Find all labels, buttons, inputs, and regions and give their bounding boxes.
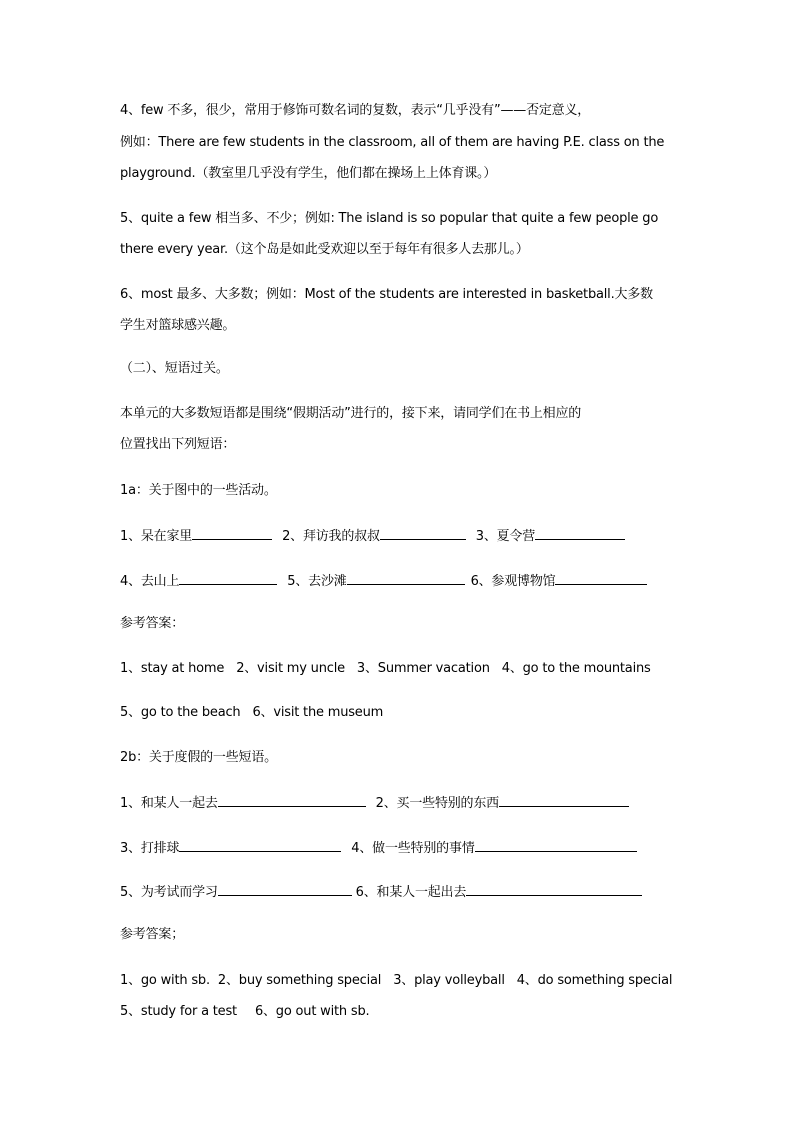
answer-row: [120, 703, 383, 723]
answer-blank[interactable]: [466, 881, 642, 896]
answer-label: 参考答案；: [120, 927, 185, 942]
answer-item: 5、go to the beach: [120, 705, 241, 720]
exercise-item: 2、拜访我的叔叔: [282, 529, 380, 544]
exercise-item: 5、为考试而学习: [120, 885, 218, 900]
answer-row: [120, 659, 651, 679]
exercise-row: [120, 792, 629, 814]
exercise-row: [120, 837, 637, 859]
answer-blank[interactable]: [555, 570, 647, 585]
subsection-label: 2b：关于度假的一些短语。: [120, 750, 277, 765]
answer-item: 3、play volleyball: [393, 973, 505, 988]
exercise-item: 3、夏令营: [475, 529, 536, 544]
answer-item: 1、stay at home: [120, 661, 225, 676]
answer-item: 1、go with sb.: [120, 973, 210, 988]
answer-blank[interactable]: [179, 570, 277, 585]
section-heading: （二）、短语过关。: [120, 361, 229, 376]
answer-item: 2、buy something special: [217, 973, 382, 988]
exercise-item: 4、做一些特别的事情: [351, 841, 475, 856]
answer-item: 4、go to the mountains: [501, 661, 651, 676]
exercise-row: [120, 570, 647, 592]
answer-item: 6、visit the museum: [252, 705, 384, 720]
exercise-item: 4、去山上: [120, 574, 180, 589]
text-line: playground.（教室里几乎没有学生，他们都在操场上上体育课。）: [120, 166, 497, 181]
exercise-item: 1、和某人一起去: [120, 796, 218, 811]
exercise-item: 1、呆在家里: [120, 529, 193, 544]
text-line: 6、most 最多、大多数；例如：Most of the students are interested in basketball.大多数: [120, 287, 653, 302]
exercise-item: 2、买一些特别的东西: [375, 796, 499, 811]
answer-blank[interactable]: [218, 792, 366, 807]
answer-item: 2、visit my uncle: [236, 661, 345, 676]
exercise-item: 5、去沙滩: [287, 574, 347, 589]
exercise-item: 6、和某人一起出去: [355, 885, 467, 900]
answer-label: 参考答案：: [120, 616, 185, 631]
answer-blank[interactable]: [475, 837, 637, 852]
text-line: 本单元的大多数短语都是围绕“假期活动”进行的，接下来，请同学们在书上相应的: [120, 406, 582, 421]
answer-row: [120, 971, 672, 991]
exercise-item: 3、打排球: [120, 841, 180, 856]
subsection-label: 1a：关于图中的一些活动。: [120, 483, 277, 498]
exercise-item: 6、参观博物馆: [470, 574, 556, 589]
answer-item: 6、go out with sb.: [254, 1004, 370, 1019]
answer-blank[interactable]: [347, 570, 465, 585]
answer-blank[interactable]: [218, 881, 352, 896]
answer-item: 3、Summer vacation: [356, 661, 490, 676]
text-line: 5、quite a few 相当多、不少；例如: The island is so popular that quite a few people go: [120, 211, 659, 226]
answer-blank[interactable]: [535, 525, 625, 540]
answer-blank[interactable]: [179, 837, 341, 852]
answer-blank[interactable]: [499, 792, 629, 807]
text-line: 学生对篮球感兴趣。: [120, 318, 236, 333]
text-line: 位置找出下列短语：: [120, 437, 236, 452]
exercise-row: [120, 881, 642, 903]
answer-blank[interactable]: [380, 525, 466, 540]
answer-blank[interactable]: [192, 525, 272, 540]
answer-item: 5、study for a test: [120, 1004, 237, 1019]
text-line: 例如：There are few students in the classroom, all of them are having P.E. class on the: [120, 135, 665, 150]
exercise-row: [120, 525, 625, 547]
text-line: 4、few 不多，很少，常用于修饰可数名词的复数，表示“几乎没有”——否定意义，: [120, 103, 591, 118]
answer-row: [120, 1002, 369, 1022]
text-line: there every year.（这个岛是如此受欢迎以至于每年有很多人去那儿。）: [120, 242, 529, 257]
answer-item: 4、do something special: [516, 973, 673, 988]
